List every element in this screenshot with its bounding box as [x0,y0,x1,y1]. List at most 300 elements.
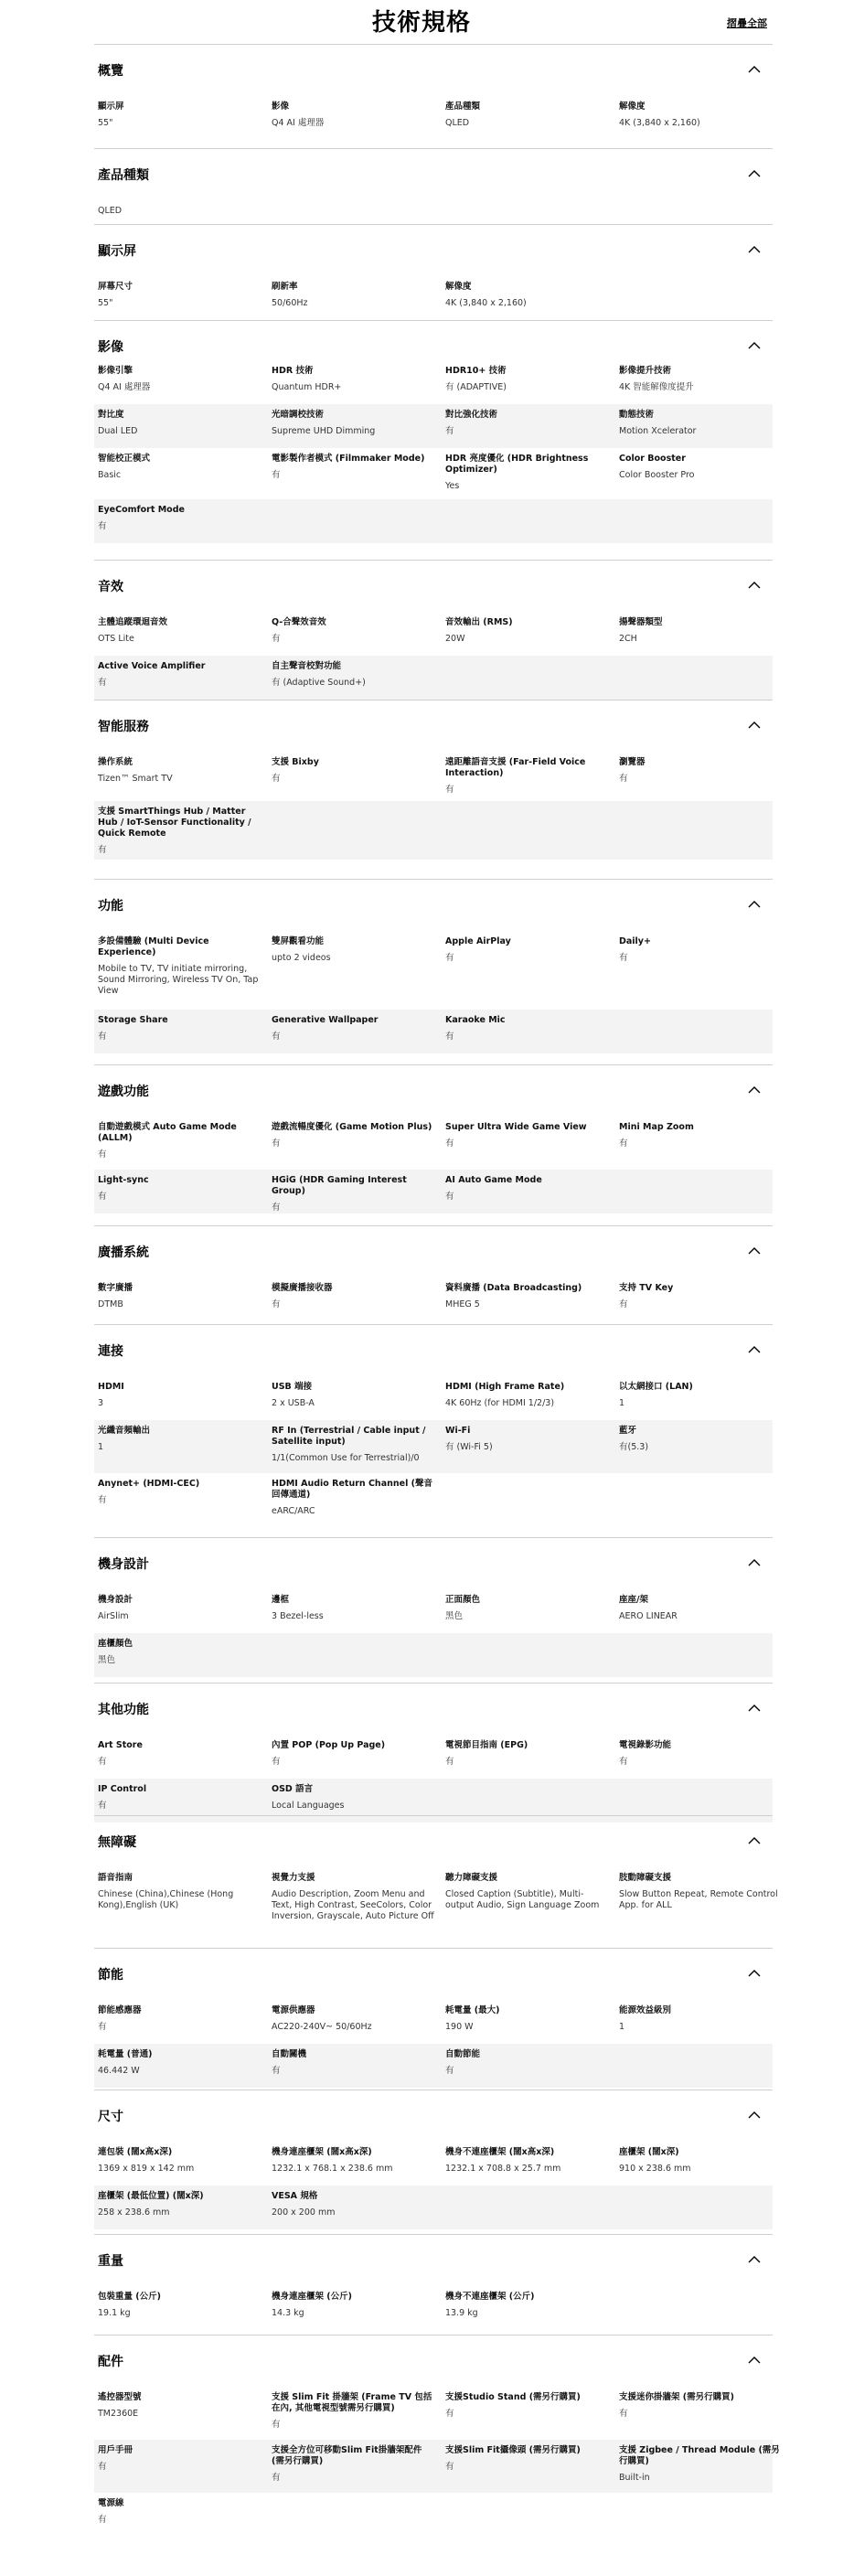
spec-label: HDR 技術 [272,366,314,376]
spec-item [98,2005,262,2033]
spec-value: 1 [619,1398,625,1408]
spec-item [445,1382,610,1409]
spec-item [272,661,436,689]
chevron-up-icon[interactable] [748,246,761,253]
spec-row [94,404,773,448]
spec-value: 有 [98,1031,107,1042]
page-title: 技術規格 [371,9,471,37]
spec-row [94,2044,773,2088]
chevron-up-icon[interactable] [748,1559,761,1566]
spec-label: 支援Studio Stand (需另行購買) [445,2392,581,2402]
spec-label: 包裝重量 (公斤) [98,2292,161,2302]
spec-row [94,752,773,801]
chevron-up-icon[interactable] [748,170,761,177]
spec-label: 以太網接口 (LAN) [619,1382,693,1392]
section-header-toggle[interactable] [94,2234,773,2274]
spec-label: 揚聲器類型 [619,617,663,627]
spec-item [619,617,784,645]
spec-label: Generative Wallpaper [272,1015,379,1025]
spec-item [445,366,610,393]
spec-label: 光暗調校技術 [272,410,325,420]
spec-label: 肢動障礙支援 [619,1873,672,1883]
spec-label: 電視節目指南 (EPG) [445,1740,528,1750]
chevron-up-icon[interactable] [748,1247,761,1255]
spec-label: RF In (Terrestrial / Cable input / Satellite input) [272,1426,426,1447]
spec-item [445,1595,610,1622]
section-header-toggle[interactable] [94,1064,773,1105]
spec-value: 有 [98,2462,107,2472]
spec-value: 有 [98,845,107,855]
spec-value: 有 [98,678,107,688]
spec-label: HDMI (High Frame Rate) [445,1382,565,1392]
spec-label: 屏幕尺寸 [98,282,133,292]
spec-label: 機身不連座櫃架 (公斤) [445,2292,535,2302]
spec-value: 有 [445,2409,454,2419]
spec-value: 有 [272,1031,281,1042]
spec-item [272,757,436,785]
spec-item [445,936,610,964]
spec-label: 座座/架 [619,1595,648,1605]
spec-row [94,96,773,133]
spec-label: 內置 POP (Pop Up Page) [272,1740,386,1750]
spec-value: 有 [272,1202,281,1213]
chevron-up-icon[interactable] [748,1705,761,1712]
spec-value: 4K (3,840 x 2,160) [619,118,700,128]
chevron-up-icon[interactable] [748,582,761,589]
spec-value: 46.442 W [98,2066,140,2076]
spec-value: Audio Description, Zoom Menu and Text, High Contrast, SeeColors, Color Inversion, Grayscale, Auto Picture Off [272,1889,434,1921]
spec-row [94,448,773,499]
spec-item [272,2191,436,2218]
spec-item [272,936,436,964]
spec-item [445,1015,610,1042]
spec-value: 2CH [619,634,637,644]
spec-label: 資料廣播 (Data Broadcasting) [445,1283,582,1293]
chevron-up-icon[interactable] [748,342,761,349]
spec-label: 支援迷你掛牆架 (需另行購買) [619,2392,734,2402]
section-header-toggle[interactable] [94,1683,773,1723]
spec-value: Local Languages [272,1801,345,1811]
chevron-up-icon[interactable] [748,721,761,729]
spec-row [94,612,773,656]
spec-value: 有 [272,634,281,644]
spec-item [272,1015,436,1042]
spec-label: HDMI [98,1382,124,1392]
spec-label: 影像提升技術 [619,366,672,376]
spec-row [94,1867,778,1950]
spec-value: 1369 x 819 x 142 mm [98,2164,195,2174]
spec-label: 支援全方位可移動Slim Fit掛牆架配件 (需另行購買) [272,2445,422,2466]
section-header-toggle[interactable] [94,560,773,600]
section-title: 節能 [98,1968,123,1983]
spec-label: HDMI Audio Return Channel (聲音回傳通道) [272,1479,432,1500]
section-title: 配件 [98,2355,123,2369]
spec-label: 支援Slim Fit攝像頭 (需另行購買) [445,2445,581,2455]
spec-label: 影像引擎 [98,366,133,376]
spec-item [272,617,436,645]
spec-item [445,2147,610,2175]
section-title: 概覽 [98,64,123,79]
chevron-up-icon[interactable] [748,66,761,73]
spec-label: 語音指南 [98,1873,133,1883]
spec-value: AERO LINEAR [619,1611,678,1621]
spec-label: 雙屏觀看功能 [272,936,325,946]
section-title: 其他功能 [98,1703,149,1717]
spec-value: TM2360E [98,2409,139,2419]
spec-value: 有 [272,1757,281,1767]
spec-value: 55" [98,298,113,308]
spec-item [619,2392,784,2420]
spec-value: 有 [272,1299,281,1309]
spec-label: Light-sync [98,1175,149,1185]
spec-row [94,931,773,1010]
spec-item [98,2445,262,2473]
spec-row [94,2142,773,2186]
chevron-up-icon[interactable] [748,2111,761,2119]
spec-value: 有 [619,774,628,784]
spec-value: 有 [619,2409,628,2419]
spec-label: HDR 亮度優化 (HDR Brightness Optimizer) [445,454,589,475]
spec-label: 支援 Zigbee / Thread Module (需另行購買) [619,2445,780,2466]
spec-label: 耗電量 (普通) [98,2049,153,2059]
spec-value: OTS Lite [98,634,134,644]
spec-label: 刷新率 [272,282,298,292]
spec-item [272,410,436,437]
spec-label: 解像度 [619,102,646,112]
spec-value: 有 [98,1192,107,1202]
spec-item [445,757,610,796]
spec-item [445,1740,610,1768]
spec-item [98,2049,262,2077]
spec-value: 有 [445,2462,454,2472]
spec-label: 影像 [272,102,290,112]
spec-value: DTMB [98,1299,123,1309]
spec-label: USB 端接 [272,1382,313,1392]
spec-value: QLED [445,118,470,128]
spec-value: QLED [98,206,123,216]
spec-item [619,1122,784,1149]
spec-value: AirSlim [98,1611,129,1621]
spec-row [94,360,773,404]
spec-value: 50/60Hz [272,298,308,308]
spec-value: Supreme UHD Dimming [272,426,376,436]
spec-row [94,1010,773,1053]
spec-value: 有 [98,2515,107,2525]
spec-value: 黑色 [445,1611,464,1621]
section-header-toggle[interactable] [94,2090,773,2130]
spec-item [619,1873,784,1911]
spec-item [619,1382,784,1409]
spec-item [98,410,262,437]
spec-value: 有 (ADAPTIVE) [445,382,507,392]
spec-item [445,2392,610,2420]
spec-value: 有 [98,1149,107,1160]
spec-item [445,410,610,437]
spec-value: 有 [272,2420,281,2430]
spec-value: Motion Xcelerator [619,426,697,436]
spec-value: 有 [445,1031,454,1042]
spec-item [272,2445,436,2484]
section-title: 無障礙 [98,1835,136,1850]
spec-label: 多設備體驗 (Multi Device Experience) [98,936,209,957]
spec-value: 4K 智能解像度提升 [619,382,694,392]
spec-value: 1232.1 x 768.1 x 238.6 mm [272,2164,393,2174]
spec-value: 有 [445,785,454,795]
spec-row [94,1170,773,1213]
spec-value: 有 [98,1801,107,1811]
spec-item [272,1426,436,1464]
spec-item [98,661,262,689]
section-title: 音效 [98,580,123,594]
spec-item [272,282,436,309]
spec-label: 藍牙 [619,1426,637,1436]
spec-item [98,2191,262,2218]
spec-item [272,2292,436,2319]
spec-label: 機身設計 [98,1595,133,1605]
section-title: 智能服務 [98,720,149,734]
spec-item [272,2049,436,2077]
spec-value: 有 [445,1192,454,1202]
spec-item [445,2292,610,2319]
spec-label: HDR10+ 技術 [445,366,507,376]
spec-label: HGiG (HDR Gaming Interest Group) [272,1175,407,1196]
spec-value: 910 x 238.6 mm [619,2164,691,2174]
chevron-up-icon[interactable] [748,1086,761,1094]
spec-value: Mobile to TV, TV initiate mirroring, Sound Mirroring, Wireless TV On, Tap View [98,964,259,996]
spec-row [94,801,773,860]
spec-value: Basic [98,470,122,480]
spec-value: 有 [98,2022,107,2032]
spec-label: 瀏覽器 [619,757,646,767]
spec-label: 能源效益級別 [619,2005,672,2015]
spec-value: 有 [272,774,281,784]
section-title: 連接 [98,1344,123,1359]
spec-label: 電影製作者模式 (Filmmaker Mode) [272,454,425,464]
spec-item [619,366,784,393]
spec-item [445,617,610,645]
spec-item [619,454,784,481]
spec-label: 用戶手冊 [98,2445,133,2455]
spec-value: 有 [619,1299,628,1309]
section-header-toggle[interactable] [94,148,773,188]
spec-item [98,617,262,645]
spec-label: 模擬廣播接收器 [272,1283,333,1293]
section-header-toggle[interactable] [94,1815,773,1855]
spec-item [98,2498,262,2526]
spec-item [272,1740,436,1768]
spec-label: 機身連座櫃架 (闊x高x深) [272,2147,372,2157]
spec-label: Anynet+ (HDMI-CEC) [98,1479,200,1489]
spec-label: VESA 規格 [272,2191,318,2201]
spec-value: 有 [445,1757,454,1767]
spec-value: 4K 60Hz (for HDMI 1/2/3) [445,1398,555,1408]
spec-label: 支援 Bixby [272,757,319,767]
spec-label: EyeComfort Mode [98,505,185,515]
spec-label: 電源線 [98,2498,124,2508]
section-header-toggle[interactable] [94,320,773,360]
spec-value: Q4 AI 處理器 [98,382,151,392]
spec-label: 自動遊戲模式 Auto Game Mode (ALLM) [98,1122,237,1143]
section-header-toggle[interactable] [94,700,773,740]
spec-label: 節能感應器 [98,2005,142,2015]
spec-label: 數字廣播 [98,1283,133,1293]
spec-label: 自動關機 [272,2049,307,2059]
spec-item [98,1595,262,1622]
spec-row [94,656,773,700]
spec-item [272,1175,436,1213]
section-header-toggle[interactable] [94,1948,773,1988]
spec-item [272,102,436,129]
section-header-toggle[interactable] [94,44,773,84]
spec-item [619,1283,784,1310]
spec-value: 有 [445,2066,454,2076]
spec-label: 座櫃架 (闊x深) [619,2147,679,2157]
spec-label: IP Control [98,1784,147,1794]
spec-label: 正面顏色 [445,1595,481,1605]
spec-label: 智能校正模式 [98,454,151,464]
spec-label: 座櫃顏色 [98,1639,133,1649]
section-title: 功能 [98,899,123,914]
spec-label: 視覺力支援 [272,1873,315,1883]
spec-label: 支援 Slim Fit 掛牆架 (Frame TV 包括在內, 其他電視型號需另行購買) [272,2392,432,2413]
spec-label: 對比強化技術 [445,410,498,420]
spec-row [94,1420,773,1473]
spec-value: 有 [619,1138,628,1149]
spec-item [619,757,784,785]
spec-item [98,1784,262,1812]
spec-value: 1/1(Common Use for Terrestrial)/0 [272,1453,420,1463]
spec-row [94,2440,780,2493]
spec-value: upto 2 videos [272,953,331,963]
section-title: 尺寸 [98,2110,123,2124]
spec-item [98,1283,262,1310]
spec-value: 有 [98,521,107,531]
spec-label: 電視錄影功能 [619,1740,672,1750]
spec-row [94,1277,773,1314]
spec-value: 有 [445,1138,454,1149]
spec-item [98,2292,262,2319]
spec-value: 有 [445,426,454,436]
spec-label: Q-合聲效音效 [272,617,326,627]
spec-label: 遠距離語音支援 (Far-Field Voice Interaction) [445,757,586,778]
spec-value: eARC/ARC [272,1506,315,1516]
spec-label: Wi-Fi [445,1426,471,1436]
spec-item [272,454,436,481]
spec-label: Apple AirPlay [445,936,511,946]
section-title: 產品種類 [98,168,149,183]
spec-item [98,757,262,785]
spec-item [445,1426,610,1453]
spec-item [619,2147,784,2175]
spec-value: 1 [98,1442,104,1452]
spec-item [445,282,610,309]
spec-label: 光纖音頻輸出 [98,1426,151,1436]
spec-item [272,1595,436,1622]
section-header-toggle[interactable] [94,1537,773,1577]
spec-item [98,102,262,129]
spec-item [445,454,610,492]
spec-value: 有 (Wi-Fi 5) [445,1442,493,1452]
spec-value: 有 [619,953,628,963]
spec-row [94,1117,773,1170]
section-title: 廣播系統 [98,1245,149,1260]
spec-item [445,2445,610,2473]
spec-label: Art Store [98,1740,143,1750]
spec-label: Active Voice Amplifier [98,661,206,671]
spec-label: 顯示屏 [98,102,124,112]
section-title: 顯示屏 [98,244,136,259]
spec-item [98,366,262,393]
spec-item [98,936,262,997]
spec-label: 邊框 [272,1595,290,1605]
spec-value: Dual LED [98,426,138,436]
spec-item [445,1122,610,1149]
spec-value: 19.1 kg [98,2308,131,2318]
spec-label: 對比度 [98,410,124,420]
section-header-toggle[interactable] [94,224,773,264]
section-header-toggle[interactable] [94,1324,773,1364]
spec-item [619,2005,784,2033]
spec-value: 1 [619,2022,625,2032]
chevron-up-icon[interactable] [748,2256,761,2263]
spec-row [94,1633,773,1677]
spec-item [272,1784,436,1812]
section-header-toggle[interactable] [94,2335,773,2375]
spec-row [94,1473,773,1517]
spec-value: Color Booster Pro [619,470,695,480]
spec-label: AI Auto Game Mode [445,1175,542,1185]
chevron-up-icon[interactable] [748,1837,761,1844]
spec-value: Tizen™ Smart TV [98,774,173,784]
spec-item [272,2005,436,2033]
chevron-up-icon[interactable] [748,1970,761,1977]
spec-item [98,1175,262,1202]
chevron-up-icon[interactable] [748,901,761,908]
spec-value: 1232.1 x 708.8 x 25.7 mm [445,2164,561,2174]
spec-label: 機身連座櫃架 (公斤) [272,2292,352,2302]
spec-label: 遊戲流暢度優化 (Game Motion Plus) [272,1122,432,1132]
spec-label: 機身不連座櫃架 (闊x高x深) [445,2147,555,2157]
section-header-toggle[interactable] [94,879,773,919]
spec-item [619,1740,784,1768]
chevron-up-icon[interactable] [748,1346,761,1353]
spec-item [98,2147,262,2175]
spec-value: 有 [98,1495,107,1505]
spec-value: 有 [98,1757,107,1767]
spec-label: 產品種類 [445,102,481,112]
section-header-toggle[interactable] [94,1225,773,1266]
spec-item [445,102,610,129]
spec-row [94,1589,773,1633]
spec-value: 4K (3,840 x 2,160) [445,298,527,308]
spec-item [98,1382,262,1409]
spec-value: 3 Bezel-less [272,1611,324,1621]
spec-row [94,499,773,543]
spec-value: Q4 AI 處理器 [272,118,325,128]
spec-row [94,2286,773,2323]
spec-value: 有 (Adaptive Sound+) [272,678,366,688]
chevron-up-icon[interactable] [748,2357,761,2364]
spec-label: Daily+ [619,936,651,946]
spec-label: Color Booster [619,454,686,464]
spec-value: 有 [619,1757,628,1767]
spec-item [272,1382,436,1409]
spec-item [272,1283,436,1310]
spec-item [272,1122,436,1149]
collapse-all-link[interactable]: 摺疊全部 [727,17,767,29]
spec-label: Storage Share [98,1015,168,1025]
spec-label: 支持 TV Key [619,1283,674,1293]
